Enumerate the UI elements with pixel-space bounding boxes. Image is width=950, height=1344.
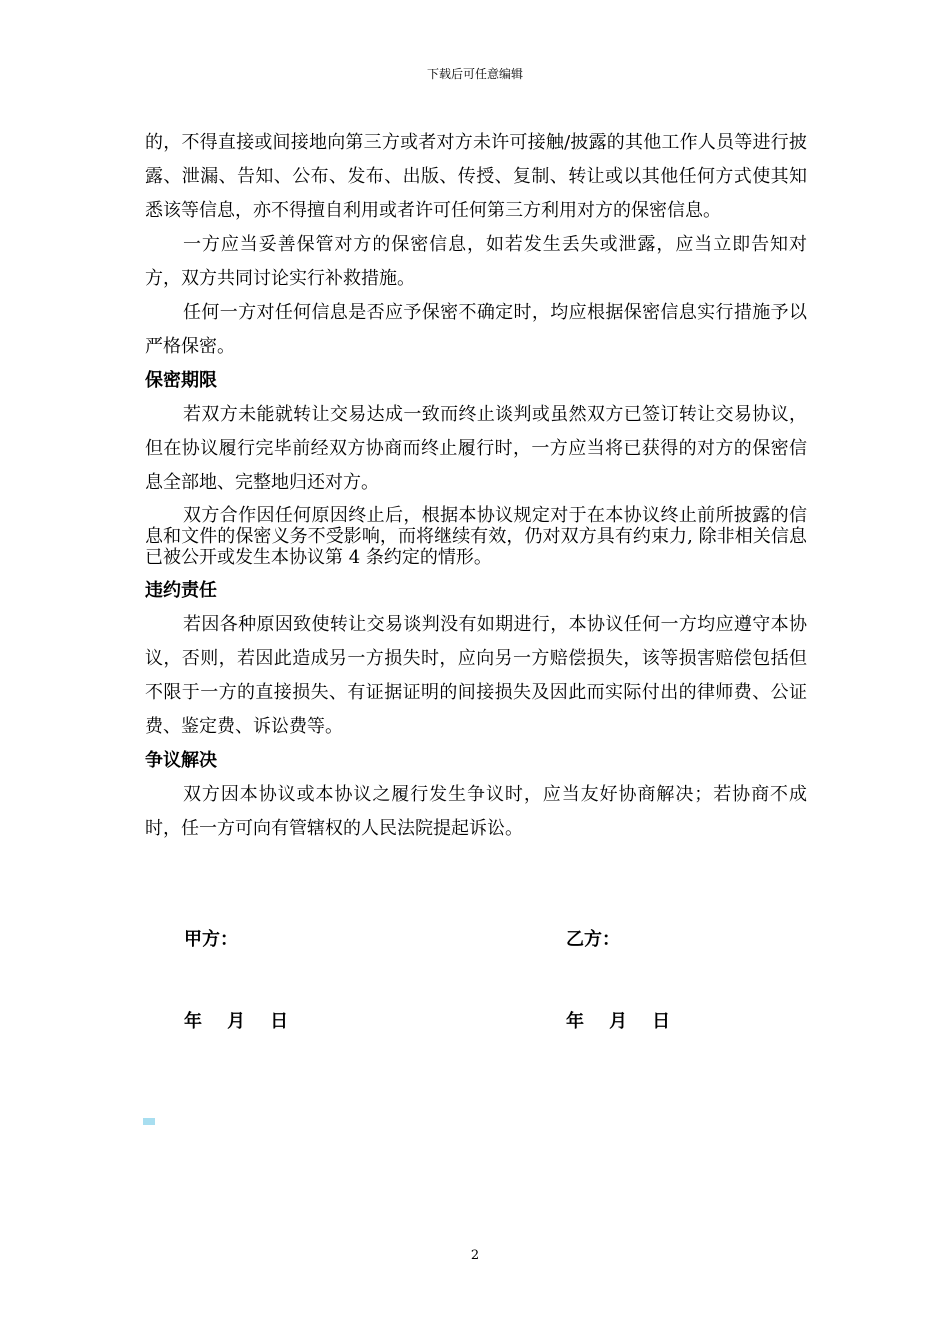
page-number: 2 [470, 1248, 480, 1263]
page-header: 下载后可任意编辑 [426, 67, 523, 81]
paragraph: 任何一方对任何信息是否应予保密不确定时，均应根据保密信息实行措施予以严格保密。 [145, 302, 807, 357]
party-a-date: 年 月 日 [184, 1011, 289, 1032]
party-b-label: 乙方： [566, 929, 620, 950]
document-body [145, 126, 807, 846]
section-heading: 违约责任 [145, 580, 217, 601]
paragraph: 双方因本协议或本协议之履行发生争议时，应当友好协商解决；若协商不成时，任一方可向有管辖权的人民法院提起诉讼。 [145, 784, 807, 839]
section-heading: 争议解决 [145, 750, 217, 771]
paragraph: 若双方未能就转让交易达成一致而终止谈判或虽然双方已签订转让交易协议，但在协议履行完毕前经双方协商而终止履行时，一方应当将已获得的对方的保密信息全部地、完整地归还对方。 [145, 404, 807, 493]
paragraph: 双方合作因任何原因终止后，根据本协议规定对于在本协议终止前所披露的信息和文件的保密义务不受影响，而将继续有效，仍对双方具有约束力, 除非相关信息已被公开或发生本协议第 4 条约定的情形。 [145, 505, 807, 568]
paragraph: 的，不得直接或间接地向第三方或者对方未许可接触/披露的其他工作人员等进行披露、泄漏、告知、公布、发布、出版、传授、复制、转让或以其他任何方式使其知悉该等信息，亦不得擅自利用或者许可任何第三方利用对方的保密信息。 [145, 132, 807, 221]
paragraph: 一方应当妥善保管对方的保密信息，如若发生丢失或泄露，应当立即告知对方，双方共同讨论实行补救措施。 [145, 234, 807, 289]
anchor-marker [143, 1118, 155, 1125]
section-heading: 保密期限 [145, 370, 217, 391]
party-b-date: 年 月 日 [566, 1011, 671, 1032]
paragraph: 若因各种原因致使转让交易谈判没有如期进行，本协议任何一方均应遵守本协议，否则，若因此造成另一方损失时，应向另一方赔偿损失，该等损害赔偿包括但不限于一方的直接损失、有证据证明的间接损失及因此而实际付出的律师费、公证费、鉴定费、诉讼费等。 [145, 614, 807, 737]
party-a-label: 甲方： [184, 929, 238, 950]
